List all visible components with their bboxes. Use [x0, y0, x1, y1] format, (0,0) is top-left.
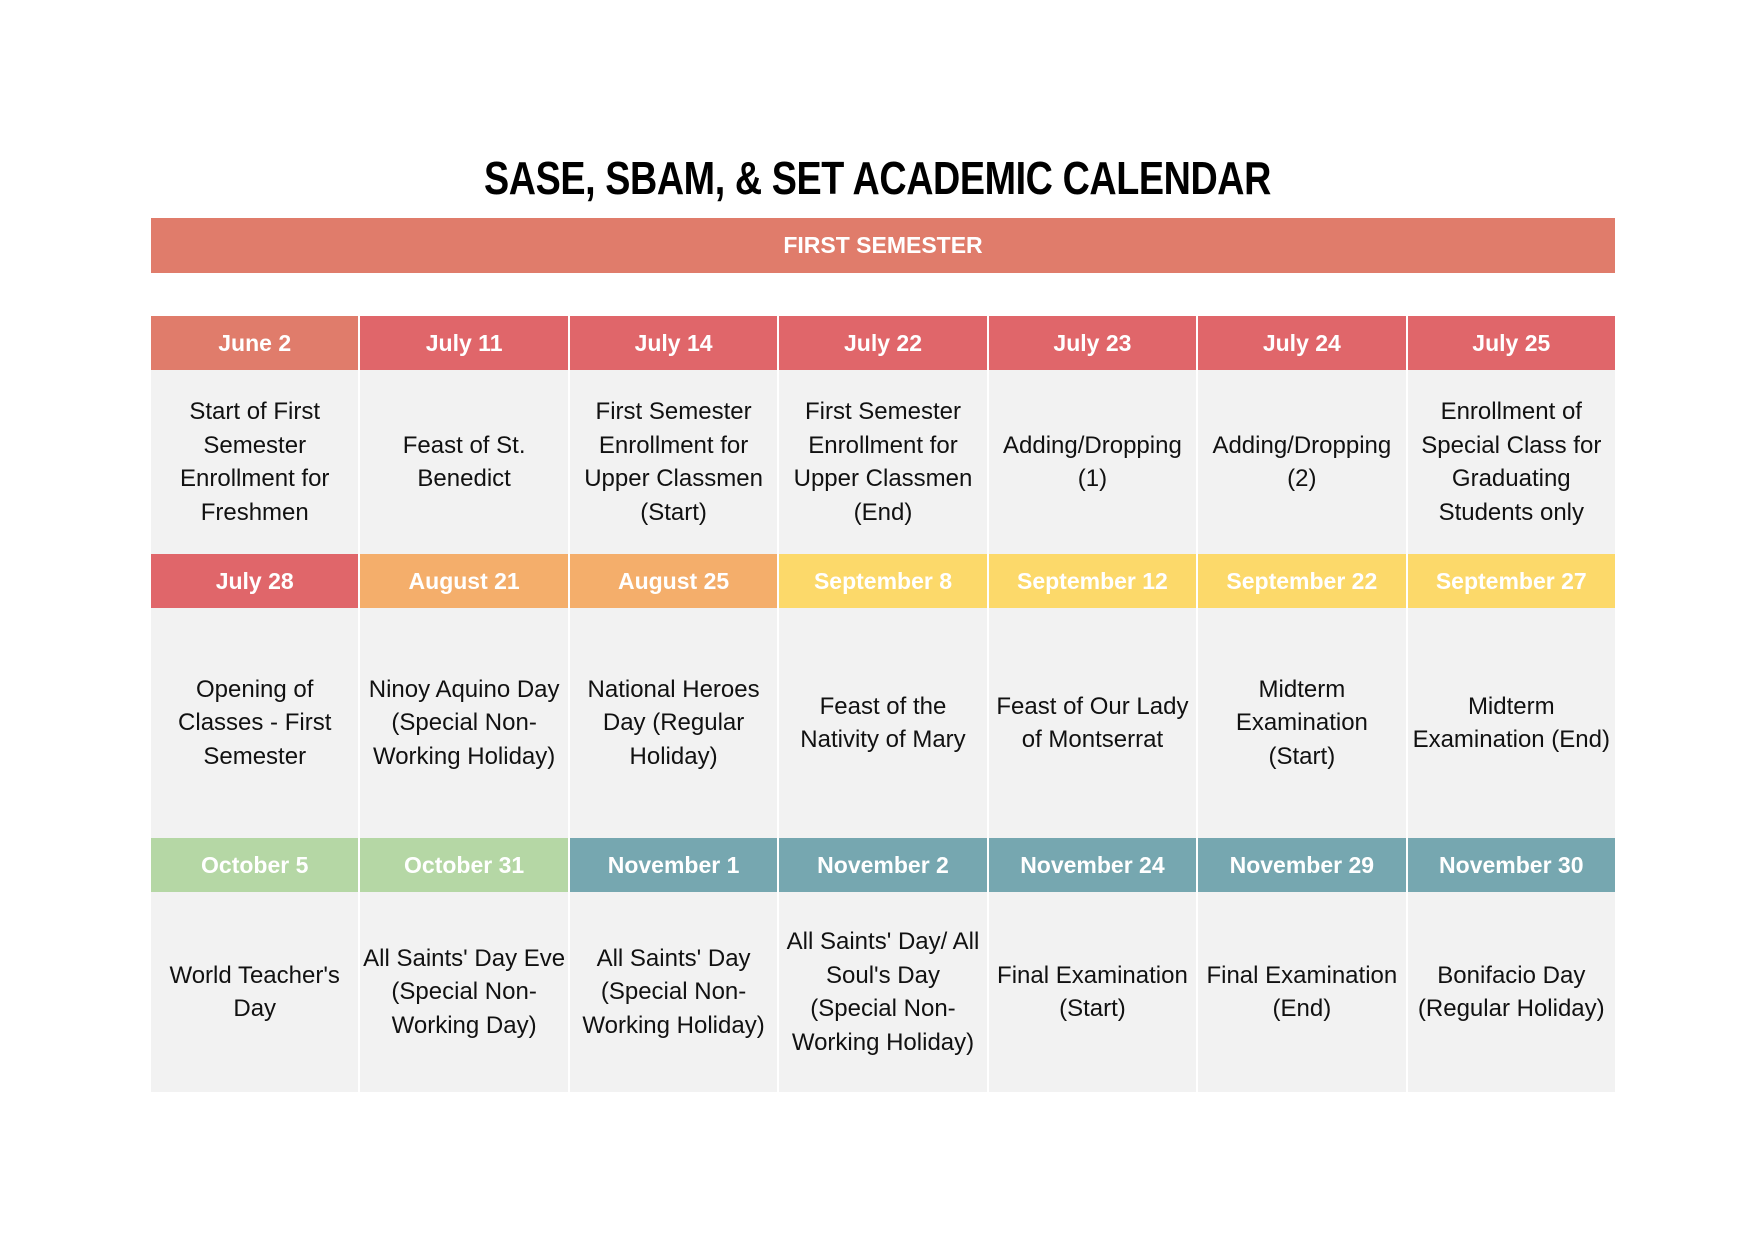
event-text: Midterm Examination (End)	[1412, 692, 1610, 753]
date-header: August 21	[360, 554, 567, 608]
event-text: Bonifacio Day (Regular Holiday)	[1417, 961, 1605, 1022]
event-cell	[570, 608, 777, 838]
event-cell	[151, 892, 358, 1092]
event-cell	[1408, 892, 1615, 1092]
event-cell	[1198, 608, 1405, 838]
event-text: Ninoy Aquino Day (Special Non-Working Holiday)	[368, 675, 560, 770]
event-text: Start of First Semester Enrollment for Freshmen	[180, 398, 330, 526]
date-header: September 12	[989, 554, 1196, 608]
date-header: August 25	[570, 554, 777, 608]
date-header: November 30	[1408, 838, 1615, 892]
event-text: Feast of Our Lady of Montserrat	[996, 692, 1189, 753]
date-header: November 2	[779, 838, 986, 892]
date-header: September 27	[1408, 554, 1615, 608]
event-text: Midterm Examination (Start)	[1235, 675, 1368, 770]
date-header: November 24	[989, 838, 1196, 892]
event-cell	[1198, 370, 1405, 554]
event-text: First Semester Enrollment for Upper Classmen (Start)	[584, 398, 763, 526]
date-header: June 2	[151, 316, 358, 370]
event-cell	[779, 370, 986, 554]
page-title: SASE, SBAM, & SET ACADEMIC CALENDAR	[484, 152, 1271, 204]
event-cell	[360, 608, 567, 838]
event-text: Opening of Classes - First Semester	[178, 675, 332, 770]
event-cell	[360, 892, 567, 1092]
date-header: September 8	[779, 554, 986, 608]
event-text: National Heroes Day (Regular Holiday)	[587, 675, 760, 770]
semester-banner: FIRST SEMESTER	[151, 218, 1615, 273]
event-cell	[151, 370, 358, 554]
event-text: Feast of St. Benedict	[402, 431, 526, 492]
date-header: November 1	[570, 838, 777, 892]
event-cell	[1408, 370, 1615, 554]
event-text: All Saints' Day Eve (Special Non-Working Day)	[363, 944, 566, 1039]
event-text: Enrollment of Special Class for Graduating Students only	[1421, 398, 1602, 526]
event-cell	[1408, 608, 1615, 838]
date-header: July 14	[570, 316, 777, 370]
event-cell	[1198, 892, 1405, 1092]
event-text: First Semester Enrollment for Upper Classmen (End)	[793, 398, 973, 526]
event-text: Final Examination (End)	[1206, 961, 1398, 1022]
date-header: November 29	[1198, 838, 1405, 892]
event-cell	[779, 608, 986, 838]
event-text: All Saints' Day (Special Non-Working Holiday)	[582, 944, 765, 1039]
date-header: October 5	[151, 838, 358, 892]
event-cell	[989, 608, 1196, 838]
date-header: July 28	[151, 554, 358, 608]
event-text: Adding/Dropping (2)	[1212, 431, 1392, 492]
date-header: July 25	[1408, 316, 1615, 370]
date-header: July 24	[1198, 316, 1405, 370]
event-text: All Saints' Day/ All Soul's Day (Special Non-Working Holiday)	[786, 928, 980, 1056]
event-text: Final Examination (Start)	[997, 961, 1188, 1022]
event-cell	[570, 370, 777, 554]
calendar-grid	[151, 316, 1615, 1092]
event-cell	[570, 892, 777, 1092]
event-text: Feast of the Nativity of Mary	[800, 692, 966, 753]
event-cell	[360, 370, 567, 554]
date-header: July 11	[360, 316, 567, 370]
date-header: July 22	[779, 316, 986, 370]
event-cell	[989, 370, 1196, 554]
date-header: October 31	[360, 838, 567, 892]
event-cell	[779, 892, 986, 1092]
event-text: World Teacher's Day	[169, 961, 340, 1022]
date-header: July 23	[989, 316, 1196, 370]
date-header: September 22	[1198, 554, 1405, 608]
event-text: Adding/Dropping (1)	[1003, 431, 1182, 492]
event-cell	[151, 608, 358, 838]
event-cell	[989, 892, 1196, 1092]
